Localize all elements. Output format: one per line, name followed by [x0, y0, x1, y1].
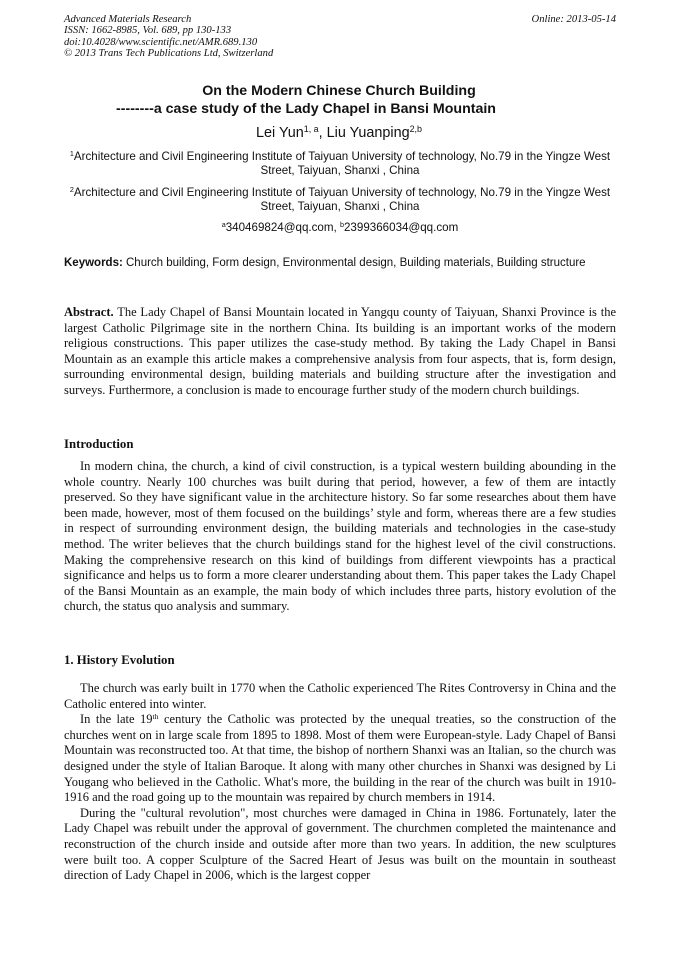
keywords-text: Church building, Form design, Environmental design, Building materials, Building structure	[122, 257, 586, 269]
section-heading: Introduction	[64, 437, 134, 451]
author-list	[0, 124, 678, 142]
paragraph-text: century the Catholic was protected by the unequal treaties, so the construction of the churches went on in large scale from 1895 to 1898. Most of them were European-style. Lady Chapel of Bansi Mountain was reconstructed too. At that time, the bishop of northern Shanxi was an Italian, so the church was designed under the style of Italian Baroque. It along with many other churches in Shanxi was designed by Li Yougang who believed in the Catholic. What's more, the building in the rear of the church was built in 1910-1916 and the road going up to the mountain was repaired by church members in 1914.	[64, 712, 616, 805]
affiliation-text: Architecture and Civil Engineering Institute of Taiyuan University of technology, No.79 in the Yingze West Street, Taiyuan, Shanxi , China	[73, 150, 611, 178]
abstract-text: The Lady Chapel of Bansi Mountain located in Yangqu county of Taiyuan, Shanxi Province is the largest Catholic Pilgrimage site in the northern China. Its building is an important works of the modern religious constructions. This paper utilizes the case-study method. By taking the Lady Chapel in Bansi Mountain as an example this article makes a comprehensive analysis from four aspects, that is, form design, surrounding environmental design, building materials and building structure after the investigation and surveys. Furthermore, a conclusion is made to encourage further study of the modern church buildings.	[64, 305, 616, 397]
journal-header	[64, 14, 616, 60]
author-name: Lei Yun	[256, 125, 304, 141]
email-superscript: a	[221, 220, 226, 230]
keywords	[64, 256, 616, 270]
keywords-label: Keywords:	[64, 257, 123, 269]
paragraph: During the "cultural revolution", most churches were damaged in China in 1986. Fortunately, later the Lady Chapel was rebuilt under the approval of government. The churchmen completed the maintenance and reconstruction of the church inside and outside after more than two years. In addition, the new sculptures were built too. A copper Sculpture of the Sacred Heart of Jesus was built on the mountain in southeast direction of Lady Chapel in 2006, which is the largest copper	[64, 805, 616, 883]
issn-line: ISSN: 1662-8985, Vol. 689, pp 130-133	[64, 25, 232, 37]
journal-name: Advanced Materials Research	[64, 14, 192, 25]
paper-subtitle: --------a case study of the Lady Chapel in Bansi Mountain	[116, 101, 496, 117]
affiliation-number: 1	[69, 149, 74, 159]
doi-line: doi:10.4028/www.scientific.net/AMR.689.130	[64, 36, 258, 48]
email-superscript: b	[339, 220, 344, 230]
paragraph	[64, 712, 616, 806]
history-body	[64, 681, 616, 884]
paragraph: In modern china, the church, a kind of civil construction, is a typical western building abounding in the whole country. Nearly 100 churches was built during that period, however, a few of them are intactly preserved. So they have significant value in the architecture history. So far some researches about them have been made, however, most of them focused on the buildings’ style and form, whereas there are a few studies in respect of surrounding environment design, the building materials and technologies in the case-study method. The writer believes that the church buildings stand for the highest level of the civil constructions. Making the comprehensive research on this kind of buildings from different viewpoints has a practical significance and helps us to form a more clearer understanding about them. This paper takes the Lady Chapel of the Bansi Mountain as an example, the main body of which includes three parts, history evolution of the church, the status quo analysis and summary.	[64, 459, 616, 614]
author-superscript: 2,b	[409, 124, 422, 135]
email-address: 2399366034@qq.com	[343, 221, 459, 234]
affiliation-text: Architecture and Civil Engineering Institute of Taiyuan University of technology, No.79 in the Yingze West Street, Taiyuan, Shanxi , China	[73, 186, 611, 214]
superscript: th	[152, 711, 159, 721]
online-date: Online: 2013-05-14	[531, 14, 616, 25]
affiliation	[64, 150, 616, 179]
introduction-body	[64, 459, 616, 615]
paragraph: The church was early built in 1770 when the Catholic experienced The Rites Controversy in China and the Catholic entered into winter.	[64, 681, 616, 711]
email-address: 340469824@qq.com,	[225, 221, 340, 234]
copyright-line: © 2013 Trans Tech Publications Ltd, Switzerland	[64, 48, 274, 60]
author-name: Liu Yuanping	[326, 125, 410, 141]
affiliation-number: 2	[69, 185, 74, 195]
section-heading: 1. History Evolution	[64, 653, 175, 667]
abstract-label: Abstract.	[64, 305, 114, 319]
email-line	[64, 221, 616, 235]
author-separator: ,	[318, 125, 327, 141]
abstract	[64, 305, 616, 399]
paragraph-text: In the late 19	[80, 712, 153, 727]
affiliation	[64, 186, 616, 215]
paper-title: On the Modern Chinese Church Building	[202, 83, 476, 99]
author-superscript: 1, a	[303, 124, 319, 135]
